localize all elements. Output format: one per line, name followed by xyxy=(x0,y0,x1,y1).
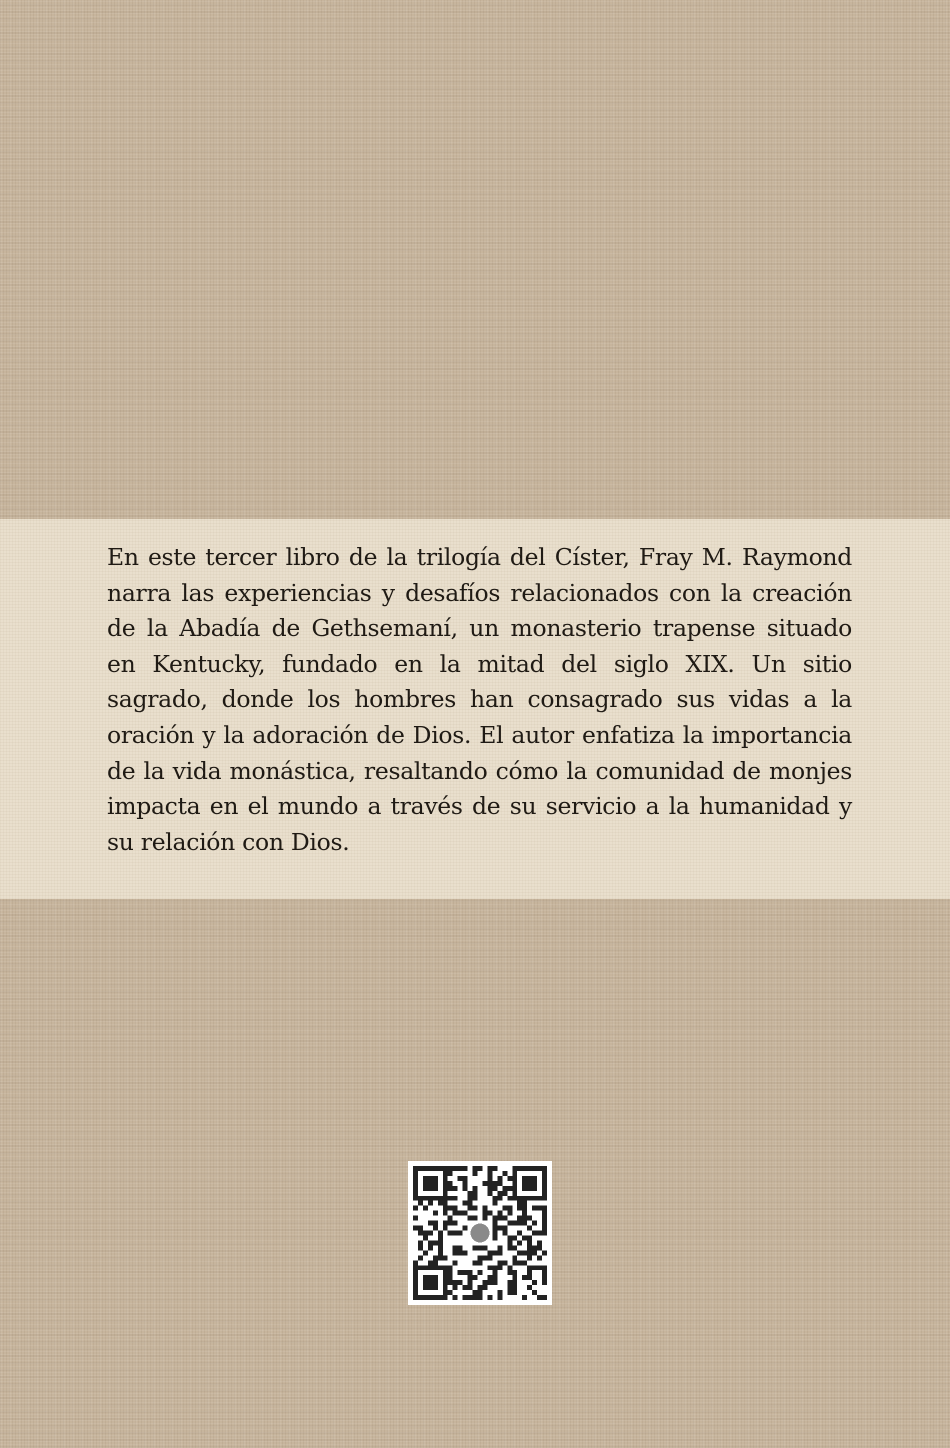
qr-module xyxy=(492,1270,497,1275)
qr-module xyxy=(443,1226,448,1231)
qr-module xyxy=(418,1240,423,1245)
qr-module xyxy=(537,1206,542,1211)
qr-module xyxy=(527,1275,532,1280)
qr-module xyxy=(473,1166,478,1171)
qr-module xyxy=(532,1265,537,1270)
qr-module xyxy=(492,1181,497,1186)
qr-module xyxy=(517,1206,522,1211)
qr-module xyxy=(478,1255,483,1260)
qr-module xyxy=(433,1260,438,1265)
qr-module xyxy=(438,1255,443,1260)
qr-module xyxy=(487,1275,492,1280)
qr-module xyxy=(507,1221,512,1226)
qr-module xyxy=(478,1245,483,1250)
qr-module xyxy=(453,1211,458,1216)
qr-module xyxy=(497,1260,502,1265)
qr-module xyxy=(458,1166,463,1171)
qr-module xyxy=(448,1171,453,1176)
qr-logo-emblem xyxy=(471,1224,490,1243)
qr-module xyxy=(542,1221,547,1226)
qr-module xyxy=(542,1216,547,1221)
qr-module xyxy=(448,1265,453,1270)
qr-module xyxy=(448,1196,453,1201)
qr-code-icon xyxy=(408,1161,552,1305)
qr-module xyxy=(468,1191,473,1196)
qr-module xyxy=(507,1196,512,1201)
qr-finder-center xyxy=(423,1275,438,1290)
qr-module xyxy=(448,1166,453,1171)
qr-module xyxy=(463,1270,468,1275)
qr-module xyxy=(418,1231,423,1236)
qr-module xyxy=(423,1206,428,1211)
qr-module xyxy=(463,1176,468,1181)
qr-module xyxy=(507,1211,512,1216)
qr-module xyxy=(463,1226,468,1231)
qr-module xyxy=(542,1295,547,1300)
qr-module xyxy=(443,1206,448,1211)
qr-module xyxy=(532,1290,537,1295)
qr-module xyxy=(448,1181,453,1186)
qr-module xyxy=(537,1255,542,1260)
qr-module xyxy=(428,1221,433,1226)
qr-module xyxy=(502,1231,507,1236)
qr-module xyxy=(522,1216,527,1221)
qr-module xyxy=(413,1226,418,1231)
qr-module xyxy=(522,1295,527,1300)
qr-module xyxy=(542,1231,547,1236)
qr-module xyxy=(497,1250,502,1255)
qr-module xyxy=(497,1265,502,1270)
qr-module xyxy=(448,1216,453,1221)
qr-module xyxy=(497,1290,502,1295)
qr-module xyxy=(542,1280,547,1285)
qr-module xyxy=(492,1216,497,1221)
qr-module xyxy=(532,1245,537,1250)
qr-module xyxy=(413,1206,418,1211)
qr-module xyxy=(537,1231,542,1236)
qr-module xyxy=(433,1255,438,1260)
qr-module xyxy=(478,1260,483,1265)
qr-module xyxy=(507,1240,512,1245)
qr-module xyxy=(512,1285,517,1290)
qr-module xyxy=(458,1270,463,1275)
qr-module xyxy=(527,1270,532,1275)
qr-module xyxy=(423,1250,428,1255)
qr-module xyxy=(517,1260,522,1265)
qr-module xyxy=(482,1216,487,1221)
qr-module xyxy=(458,1231,463,1236)
qr-module xyxy=(522,1201,527,1206)
qr-finder-center xyxy=(522,1176,537,1191)
qr-module xyxy=(487,1171,492,1176)
qr-module xyxy=(458,1280,463,1285)
qr-module xyxy=(468,1216,473,1221)
qr-module xyxy=(517,1231,522,1236)
qr-module xyxy=(537,1295,542,1300)
qr-module xyxy=(532,1250,537,1255)
qr-module xyxy=(482,1206,487,1211)
qr-module xyxy=(507,1280,512,1285)
qr-module xyxy=(468,1196,473,1201)
qr-module xyxy=(507,1245,512,1250)
qr-module xyxy=(453,1196,458,1201)
qr-module xyxy=(522,1211,527,1216)
qr-module xyxy=(443,1211,448,1216)
qr-module xyxy=(542,1250,547,1255)
qr-module xyxy=(487,1181,492,1186)
qr-module xyxy=(438,1201,443,1206)
qr-module xyxy=(463,1201,468,1206)
qr-module xyxy=(542,1275,547,1280)
qr-module xyxy=(473,1295,478,1300)
qr-module xyxy=(517,1216,522,1221)
qr-module xyxy=(482,1285,487,1290)
qr-module xyxy=(473,1275,478,1280)
qr-module xyxy=(527,1245,532,1250)
qr-module xyxy=(418,1226,423,1231)
qr-module xyxy=(492,1186,497,1191)
qr-module xyxy=(443,1255,448,1260)
qr-module xyxy=(492,1250,497,1255)
qr-module xyxy=(448,1290,453,1295)
qr-module xyxy=(527,1216,532,1221)
qr-module xyxy=(468,1280,473,1285)
qr-module xyxy=(453,1206,458,1211)
qr-module xyxy=(512,1260,517,1265)
qr-module xyxy=(507,1265,512,1270)
qr-module xyxy=(507,1206,512,1211)
qr-module xyxy=(492,1226,497,1231)
qr-module xyxy=(532,1280,537,1285)
qr-module xyxy=(463,1186,468,1191)
qr-module xyxy=(468,1285,473,1290)
qr-module xyxy=(443,1221,448,1226)
qr-module xyxy=(478,1295,483,1300)
qr-module xyxy=(438,1245,443,1250)
qr-module xyxy=(502,1186,507,1191)
qr-module xyxy=(512,1255,517,1260)
qr-module xyxy=(438,1235,443,1240)
qr-module xyxy=(428,1260,433,1265)
qr-module xyxy=(492,1280,497,1285)
qr-module xyxy=(468,1295,473,1300)
qr-module xyxy=(453,1221,458,1226)
qr-module xyxy=(512,1235,517,1240)
qr-module xyxy=(512,1245,517,1250)
qr-module xyxy=(473,1206,478,1211)
qr-module xyxy=(478,1270,483,1275)
qr-module xyxy=(463,1250,468,1255)
qr-module xyxy=(522,1260,527,1265)
qr-module xyxy=(482,1181,487,1186)
qr-module xyxy=(512,1270,517,1275)
qr-module xyxy=(448,1270,453,1275)
qr-module xyxy=(487,1191,492,1196)
qr-module xyxy=(527,1285,532,1290)
qr-module xyxy=(537,1240,542,1245)
qr-module xyxy=(522,1235,527,1240)
qr-module xyxy=(497,1211,502,1216)
qr-module xyxy=(487,1265,492,1270)
qr-module xyxy=(527,1255,532,1260)
qr-module xyxy=(487,1255,492,1260)
qr-module xyxy=(497,1216,502,1221)
qr-module xyxy=(487,1176,492,1181)
qr-module xyxy=(482,1280,487,1285)
qr-module xyxy=(487,1211,492,1216)
qr-module xyxy=(418,1255,423,1260)
qr-module xyxy=(413,1216,418,1221)
blurb-text: En este tercer libro de la trilogía del Císter, Fray M. Raymond narra las experiencias y desafíos relacionados con la creación de la Abadía de Gethsemaní, un monasterio trapense situado en Kentucky, fundado en la mitad del siglo XIX. Un sitio sagrado, donde los hombres han consagrado sus vidas a la oración y la adoración de Dios. El autor enfatiza la importancia de la vida monástica, resaltando cómo la comunidad de monjes impacta en el mundo a través de su servicio a la humanidad y su relación con Dios. xyxy=(107,543,852,856)
qr-module xyxy=(542,1226,547,1231)
qr-module xyxy=(522,1221,527,1226)
qr-module xyxy=(502,1191,507,1196)
qr-module xyxy=(473,1245,478,1250)
qr-module xyxy=(507,1176,512,1181)
qr-module xyxy=(497,1245,502,1250)
qr-module xyxy=(532,1221,537,1226)
qr-module xyxy=(438,1250,443,1255)
qr-module xyxy=(527,1240,532,1245)
qr-module xyxy=(527,1226,532,1231)
qr-module xyxy=(492,1196,497,1201)
qr-module xyxy=(532,1206,537,1211)
qr-module xyxy=(473,1290,478,1295)
qr-module xyxy=(497,1295,502,1300)
qr-module xyxy=(507,1186,512,1191)
qr-module xyxy=(433,1240,438,1245)
qr-module xyxy=(502,1260,507,1265)
qr-module xyxy=(448,1275,453,1280)
qr-module xyxy=(458,1250,463,1255)
qr-module xyxy=(428,1231,433,1236)
qr-module xyxy=(453,1280,458,1285)
qr-module xyxy=(463,1166,468,1171)
qr-module xyxy=(473,1260,478,1265)
qr-module xyxy=(487,1186,492,1191)
qr-module xyxy=(458,1245,463,1250)
qr-module xyxy=(468,1206,473,1211)
qr-module xyxy=(522,1275,527,1280)
qr-module xyxy=(497,1196,502,1201)
qr-module xyxy=(532,1231,537,1236)
qr-module xyxy=(463,1211,468,1216)
qr-module xyxy=(468,1270,473,1275)
qr-module xyxy=(507,1270,512,1275)
qr-module xyxy=(448,1206,453,1211)
qr-module xyxy=(492,1166,497,1171)
qr-module xyxy=(473,1186,478,1191)
qr-module xyxy=(468,1201,473,1206)
qr-module xyxy=(507,1285,512,1290)
qr-module xyxy=(453,1231,458,1236)
qr-module xyxy=(433,1221,438,1226)
qr-module xyxy=(482,1255,487,1260)
qr-module xyxy=(542,1270,547,1275)
qr-module xyxy=(487,1280,492,1285)
qr-module xyxy=(473,1196,478,1201)
qr-module xyxy=(512,1221,517,1226)
qr-module xyxy=(542,1206,547,1211)
qr-module xyxy=(473,1216,478,1221)
qr-module xyxy=(517,1201,522,1206)
qr-module xyxy=(448,1186,453,1191)
qr-module xyxy=(458,1176,463,1181)
qr-module xyxy=(448,1221,453,1226)
qr-module xyxy=(453,1186,458,1191)
qr-module xyxy=(537,1245,542,1250)
qr-module xyxy=(497,1181,502,1186)
qr-module xyxy=(453,1260,458,1265)
qr-module xyxy=(458,1211,463,1216)
qr-module xyxy=(497,1191,502,1196)
qr-module xyxy=(428,1240,433,1245)
qr-module xyxy=(418,1245,423,1250)
qr-module xyxy=(423,1235,428,1240)
qr-module xyxy=(492,1231,497,1236)
qr-module xyxy=(453,1295,458,1300)
qr-module xyxy=(428,1201,433,1206)
qr-module xyxy=(502,1206,507,1211)
qr-module xyxy=(492,1235,497,1240)
qr-module xyxy=(497,1176,502,1181)
qr-module xyxy=(507,1290,512,1295)
qr-module xyxy=(413,1260,418,1265)
qr-module xyxy=(527,1265,532,1270)
qr-module xyxy=(468,1275,473,1280)
qr-module xyxy=(463,1285,468,1290)
qr-module xyxy=(453,1250,458,1255)
qr-module xyxy=(512,1290,517,1295)
qr-module xyxy=(463,1181,468,1186)
qr-module xyxy=(517,1221,522,1226)
qr-module xyxy=(433,1211,438,1216)
qr-module xyxy=(423,1231,428,1236)
qr-module xyxy=(453,1166,458,1171)
qr-module xyxy=(453,1245,458,1250)
qr-module xyxy=(542,1211,547,1216)
qr-module xyxy=(473,1191,478,1196)
qr-module xyxy=(482,1211,487,1216)
qr-module xyxy=(478,1290,483,1295)
qr-module xyxy=(492,1221,497,1226)
qr-module xyxy=(522,1206,527,1211)
qr-module xyxy=(443,1201,448,1206)
qr-module xyxy=(433,1226,438,1231)
qr-finder-center xyxy=(423,1176,438,1191)
qr-module xyxy=(512,1280,517,1285)
qr-module xyxy=(542,1265,547,1270)
qr-module xyxy=(418,1201,423,1206)
qr-module xyxy=(522,1250,527,1255)
qr-module xyxy=(492,1265,497,1270)
qr-module xyxy=(502,1216,507,1221)
qr-module xyxy=(438,1240,443,1245)
qr-module xyxy=(512,1275,517,1280)
qr-module xyxy=(428,1245,433,1250)
qr-module xyxy=(497,1226,502,1231)
qr-module xyxy=(517,1240,522,1245)
qr-module xyxy=(482,1245,487,1250)
qr-module xyxy=(487,1295,492,1300)
qr-module xyxy=(527,1250,532,1255)
qr-module xyxy=(502,1171,507,1176)
qr-module xyxy=(478,1285,483,1290)
qr-module xyxy=(487,1166,492,1171)
qr-module xyxy=(453,1285,458,1290)
qr-module xyxy=(487,1250,492,1255)
qr-module xyxy=(492,1275,497,1280)
qr-module xyxy=(492,1201,497,1206)
qr-module xyxy=(507,1235,512,1240)
qr-module xyxy=(517,1250,522,1255)
qr-module xyxy=(448,1231,453,1236)
qr-module xyxy=(448,1280,453,1285)
qr-module xyxy=(537,1265,542,1270)
qr-module xyxy=(527,1235,532,1240)
qr-module xyxy=(502,1226,507,1231)
qr-code-graphic xyxy=(408,1161,552,1305)
qr-module xyxy=(478,1166,483,1171)
qr-module xyxy=(463,1295,468,1300)
qr-module xyxy=(438,1231,443,1236)
qr-module xyxy=(473,1171,478,1176)
